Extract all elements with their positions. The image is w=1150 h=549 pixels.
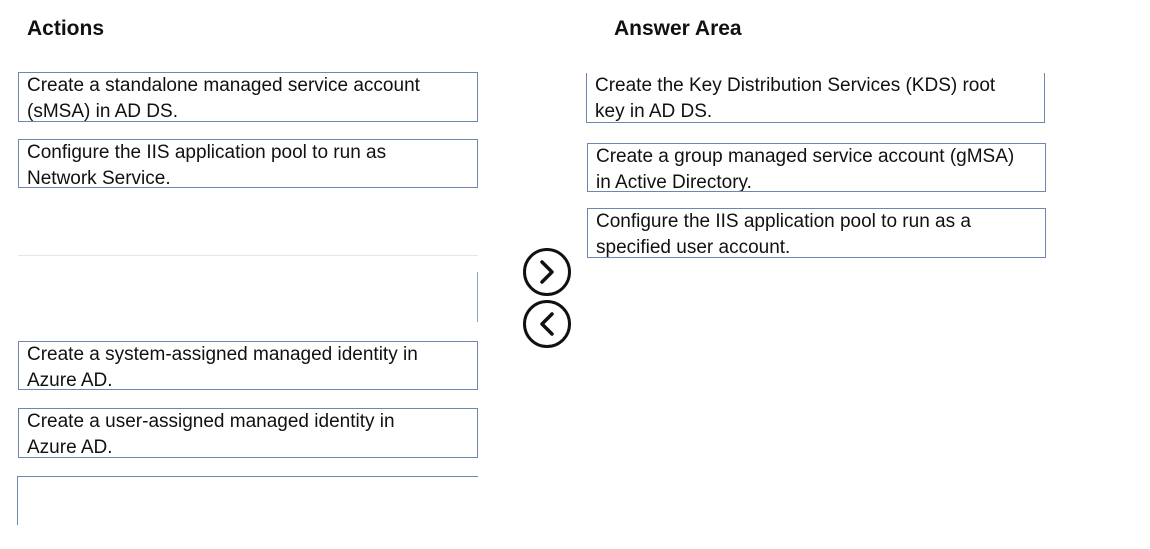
- move-left-button[interactable]: [523, 300, 571, 348]
- action-item-system-assigned-identity[interactable]: [18, 341, 478, 390]
- actions-heading: Actions: [27, 17, 105, 40]
- action-item-line1: Create a standalone managed service account: [27, 75, 420, 96]
- answer-item-line1: Create the Key Distribution Services (KDS) root: [595, 75, 996, 96]
- action-item-line1: Create a system-assigned managed identity in: [27, 344, 418, 365]
- chevron-right-icon: [526, 251, 568, 293]
- move-right-button[interactable]: [523, 248, 571, 296]
- action-item-line1: Configure the IIS application pool to run as: [27, 142, 387, 163]
- action-item-line1: Create a user-assigned managed identity in: [27, 411, 395, 432]
- action-item-create-smsa[interactable]: [18, 72, 478, 122]
- empty-slot-divider: [18, 255, 478, 256]
- answer-item-line2: in Active Directory.: [596, 172, 752, 192]
- answer-item-line1: Configure the IIS application pool to run as a: [596, 211, 971, 232]
- empty-slot-left-border: [17, 476, 18, 525]
- action-item-network-service[interactable]: [18, 139, 478, 188]
- empty-slot-top-border: [18, 476, 478, 477]
- answer-item-line1: Create a group managed service account (gMSA): [596, 146, 1015, 167]
- answer-area-heading: Answer Area: [614, 17, 742, 40]
- action-item-line2: Network Service.: [27, 168, 171, 188]
- answer-item-kds-root-key[interactable]: [586, 73, 1045, 123]
- answer-item-line2: key in AD DS.: [595, 101, 713, 122]
- action-item-user-assigned-identity[interactable]: [18, 408, 478, 458]
- chevron-left-icon: [526, 303, 568, 345]
- answer-item-create-gmsa[interactable]: [587, 143, 1046, 192]
- empty-slot-edge: [477, 272, 478, 322]
- answer-item-line2: specified user account.: [596, 237, 791, 258]
- action-item-line2: Azure AD.: [27, 437, 113, 458]
- answer-item-specified-user-account[interactable]: [587, 208, 1046, 258]
- action-item-line2: (sMSA) in AD DS.: [27, 101, 178, 122]
- action-item-line2: Azure AD.: [27, 370, 113, 390]
